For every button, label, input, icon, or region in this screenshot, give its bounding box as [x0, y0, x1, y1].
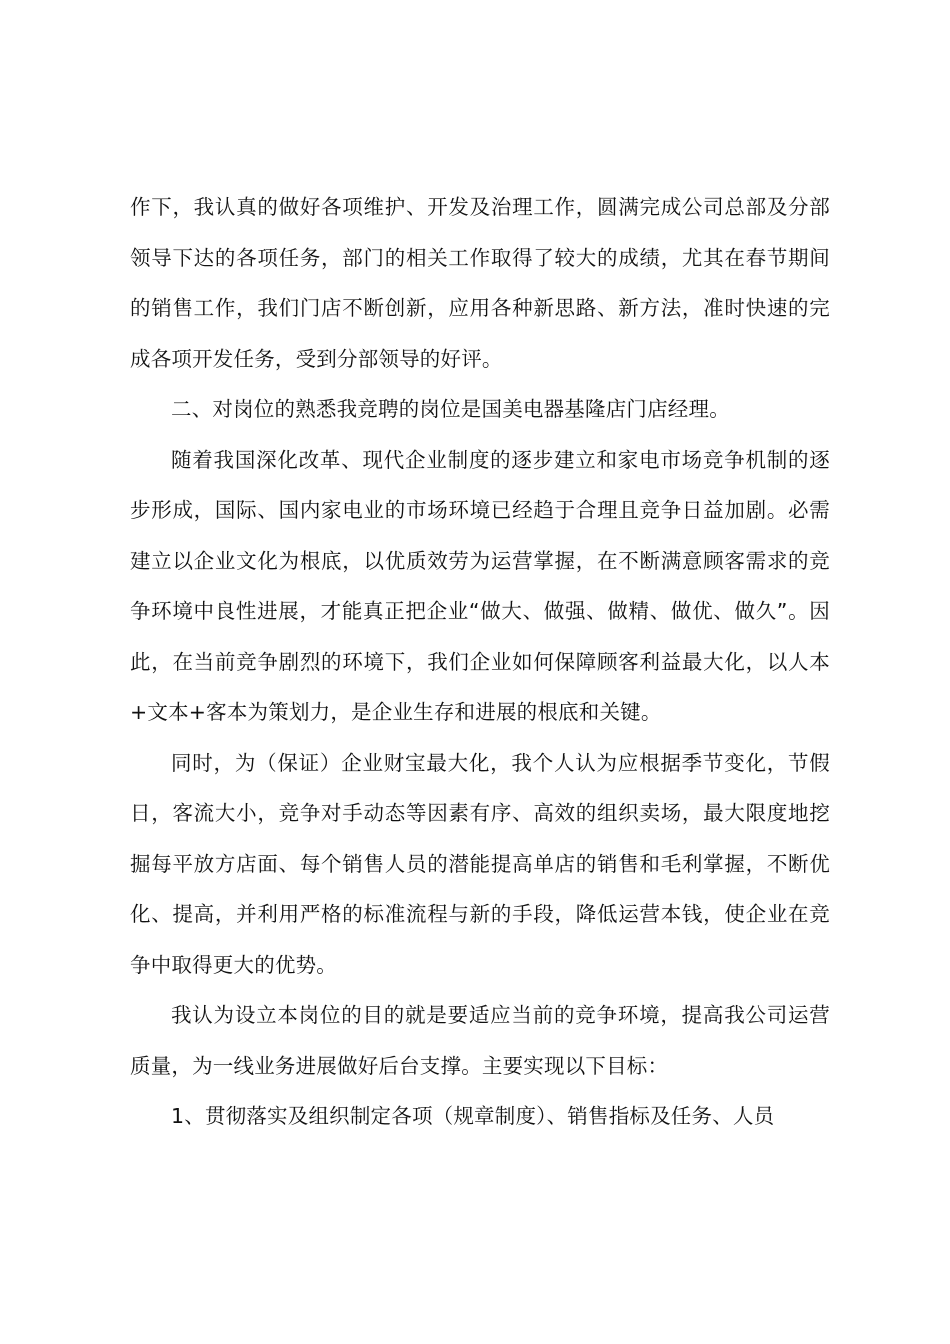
paragraph-section-heading: 二、对岗位的熟悉我竞聘的岗位是国美电器基隆店门店经理。	[171, 397, 730, 421]
paragraph-list-item-1: 1、贯彻落实及组织制定各项（规章制度）、销售指标及任务、人员	[171, 1104, 775, 1128]
paragraph-position-purpose: 我认为设立本岗位的目的就是要适应当前的竞争环境，提高我公司运营质量，为一线业务进展做好后台支撑。主要实现以下目标：	[130, 1003, 830, 1078]
paragraph-continued: 作下，我认真的做好各项维护、开发及治理工作，圆满完成公司总部及分部领导下达的各项任务，部门的相关工作取得了较大的成绩，尤其在春节期间的销售工作，我们门店不断创新，应用各种新思路、新方法，准时快速的完成各项开发任务，受到分部领导的好评。	[130, 195, 830, 371]
paragraph-market-environment: 随着我国深化改革、现代企业制度的逐步建立和家电市场竞争机制的逐步形成，国际、国内家电业的市场环境已经趋于合理且竞争日益加剧。必需建立以企业文化为根底，以优质效劳为运营掌握，在不断满意顾客需求的竞争环境中良性进展，才能真正把企业“做大、做强、做精、做优、做久”。因此，在当前竞争剧烈的环境下，我们企业如何保障顾客利益最大化，以人本+文本+客本为策划力，是企业生存和进展的根底和关键。	[130, 447, 830, 724]
document-body	[130, 182, 830, 1142]
paragraph-profit-maximization: 同时，为（保证）企业财宝最大化，我个人认为应根据季节变化，节假日，客流大小，竞争对手动态等因素有序、高效的组织卖场，最大限度地挖掘每平放方店面、每个销售人员的潜能提高单店的销售和毛利掌握，不断优化、提高，并利用严格的标准流程与新的手段，降低运营本钱，使企业在竞争中取得更大的优势。	[130, 750, 830, 977]
